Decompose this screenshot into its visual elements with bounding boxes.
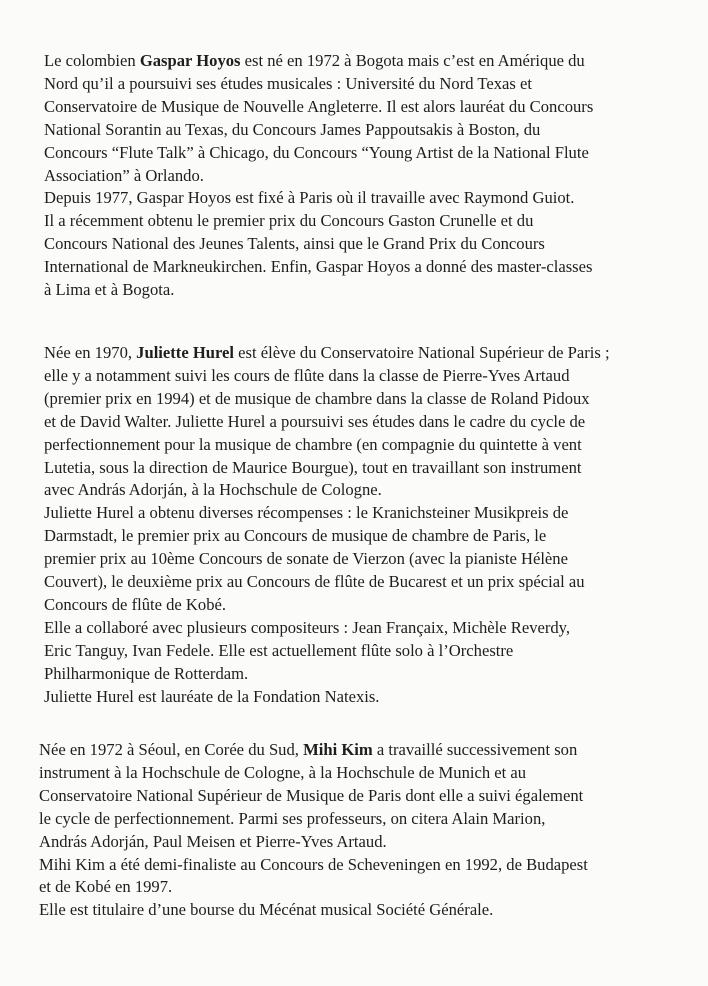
text-line: le cycle de perfectionnement. Parmi ses professeurs, on citera Alain Marion, <box>39 808 546 828</box>
person-name: Gaspar Hoyos <box>139 51 241 70</box>
text-line: Mihi Kim a été demi-finaliste au Concours de Scheveningen en 1992, de Budapest <box>39 854 588 874</box>
text-line: Darmstadt, le premier prix au Concours de musique de chambre de Paris, le <box>44 526 547 546</box>
text-line: Juliette Hurel est lauréate de la Fondation Natexis. <box>44 686 380 706</box>
person-name: Mihi Kim <box>303 740 373 759</box>
text-line: National Sorantin au Texas, du Concours James Pappoutsakis à Boston, du <box>44 119 541 139</box>
text-line: Concours de flûte de Kobé. <box>44 594 227 614</box>
text-line: perfectionnement pour la musique de chambre (en compagnie du quintette à vent <box>44 434 582 454</box>
text-line: Elle est titulaire d’une bourse du Mécénat musical Société Générale. <box>39 900 494 920</box>
text-line: avec András Adorján, à la Hochschule de Cologne. <box>44 480 382 500</box>
text-line <box>44 50 593 73</box>
text-line <box>39 739 588 762</box>
text-line: András Adorján, Paul Meisen et Pierre-Yves Artaud. <box>39 831 387 851</box>
text-run: Le colombien <box>44 51 140 70</box>
text-line: Eric Tanguy, Ivan Fedele. Elle est actuellement flûte solo à l’Orchestre <box>44 640 514 660</box>
text-run: a travaillé successivement son <box>372 740 578 759</box>
text-line: Concours National des Jeunes Talents, ainsi que le Grand Prix du Concours <box>44 234 545 254</box>
text-line: Elle a collaboré avec plusieurs compositeurs : Jean Françaix, Michèle Reverdy, <box>44 617 571 637</box>
text-line: Lutetia, sous la direction de Maurice Bourgue), tout en travaillant son instrument <box>44 457 582 477</box>
text-line: Il a récemment obtenu le premier prix du Concours Gaston Crunelle et du <box>44 211 534 231</box>
text-run: Née en 1970, <box>44 343 137 362</box>
bio-gaspar-hoyos <box>44 50 593 302</box>
text-line: Concours “Flute Talk” à Chicago, du Concours “Young Artist de la National Flute <box>44 142 589 162</box>
text-line: instrument à la Hochschule de Cologne, à la Hochschule de Munich et au <box>39 762 527 782</box>
text-line: et de Kobé en 1997. <box>39 877 173 897</box>
text-line: Couvert), le deuxième prix au Concours de flûte de Bucarest et un prix spécial au <box>44 572 585 592</box>
text-line: Philharmonique de Rotterdam. <box>44 663 249 683</box>
text-line: International de Markneukirchen. Enfin, Gaspar Hoyos a donné des master-classes <box>44 257 593 277</box>
text-line: Conservatoire de Musique de Nouvelle Angleterre. Il est alors lauréat du Concours <box>44 96 594 116</box>
text-line: Conservatoire National Supérieur de Musique de Paris dont elle a suivi également <box>39 785 584 805</box>
text-line: Juliette Hurel a obtenu diverses récompenses : le Kranichsteiner Musikpreis de <box>44 503 569 523</box>
text-line: elle y a notamment suivi les cours de flûte dans la classe de Pierre-Yves Artaud <box>44 365 570 385</box>
text-line: Depuis 1977, Gaspar Hoyos est fixé à Paris où il travaille avec Raymond Guiot. <box>44 188 575 208</box>
bio-mihi-kim <box>39 739 588 922</box>
text-line: à Lima et à Bogota. <box>44 280 175 300</box>
text-run: est né en 1972 à Bogota mais c’est en Amérique du <box>240 51 585 70</box>
text-run: Née en 1972 à Séoul, en Corée du Sud, <box>39 740 304 759</box>
text-line: premier prix au 10ème Concours de sonate de Vierzon (avec la pianiste Hélène <box>44 549 568 569</box>
text-line: et de David Walter. Juliette Hurel a poursuivi ses études dans le cadre du cycle de <box>44 411 586 431</box>
person-name: Juliette Hurel <box>136 343 235 362</box>
text-run: est élève du Conservatoire National Supérieur de Paris ; <box>234 343 610 362</box>
bio-juliette-hurel <box>44 342 610 709</box>
text-line: (premier prix en 1994) et de musique de chambre dans la classe de Roland Pidoux <box>44 388 590 408</box>
text-line: Association” à Orlando. <box>44 165 204 185</box>
text-line: Nord qu’il a poursuivi ses études musicales : Université du Nord Texas et <box>44 73 532 93</box>
text-line <box>44 342 610 365</box>
